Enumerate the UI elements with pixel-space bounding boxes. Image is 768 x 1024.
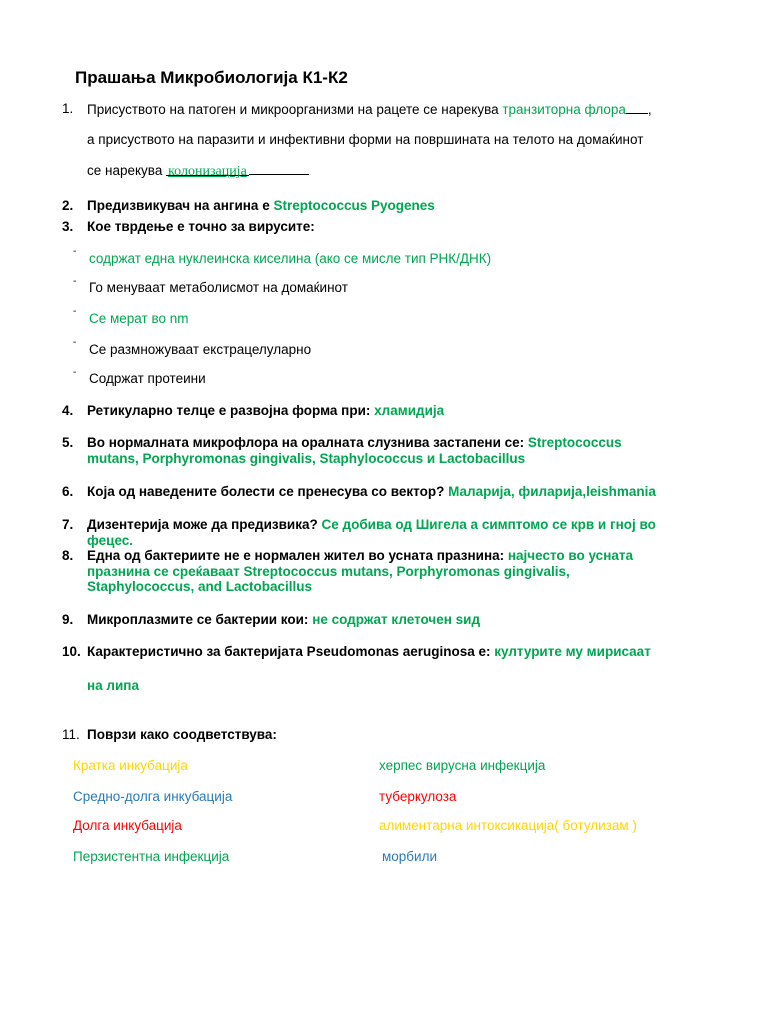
q6-text: Која од наведените болести се пренесува со вектор? [87,484,449,499]
page-title: Прашања Микробиологија К1-К2 [75,68,348,87]
q1-line3 [87,162,309,178]
q1-blank-3 [249,162,309,175]
q4-number: 4. [62,403,74,418]
q11-left-2: Средно-долга инкубација [73,789,233,804]
q8-text: Една од бактериите не е нормален жител во усната празнина: [87,548,508,563]
q11-right-4: морбили [382,849,437,864]
q5-line-1 [87,435,622,450]
q7-answer-1: Се добива од Шигела а симптомо се крв и гној во [321,517,656,532]
q5-answer-1: Streptococcus [527,435,622,450]
q3-bullet-2: - [73,276,77,287]
q10-number: 10. [62,644,81,659]
q1-line1 [87,101,652,117]
q3-option-1: содржат една нуклеинска киселина (ако се мисле тип РНК/ДНК) [89,251,492,266]
q3-option-2: Го менуваат метаболисмот на домаќинот [89,280,348,295]
q2-number: 2. [62,198,74,213]
q1-line2: а присуството на паразити и инфективни форми на површината на телото на домаќинот [87,132,644,147]
q2-line [87,198,435,213]
q4-text: Ретикуларно телце е развојна форма при: [87,403,375,418]
q3-number: 3. [62,219,74,234]
q2-answer: Streptococcus Pyogenes [273,198,435,213]
q2-text: Предизвикувач на ангина е [87,198,274,213]
q11-number: 11. [62,727,80,742]
q7-text: Дизентерија може да предизвика? [87,517,322,532]
q11-right-1: херпес вирусна инфекција [379,758,546,773]
q3-text: Кое тврдење е точно за вирусите: [87,219,315,234]
q4-answer: хламидија [374,403,445,418]
q5-text: Во нормалната микрофлора на оралната слузнива застапени се: [87,435,528,450]
q6-line [87,484,656,499]
q3-bullet-5: - [73,367,77,378]
q9-number: 9. [62,612,74,627]
q10-answer-1: културите му мирисаат [494,644,651,659]
q3-option-4: Се размножуваат екстрацелуларно [89,342,312,357]
q8-number: 8. [62,548,74,563]
q3-bullet-3: - [73,306,77,317]
q11-right-3: алиментарна интоксикација( ботулизам ) [379,818,637,833]
q1-comma: , [647,102,652,117]
q5-number: 5. [62,435,74,450]
q9-answer: не содржат клеточен ѕид [312,612,481,627]
q6-number: 6. [62,484,74,499]
q11-left-1: Кратка инкубација [73,758,188,773]
q1-blank-2 [166,163,249,179]
q6-answer: Маларија, филарија,leishmania [448,484,656,499]
q7-line-1 [87,517,656,532]
q1-text-3: се нарекува [87,163,167,178]
q8-line-1 [87,548,633,563]
q8-answer-2: празнина се среќаваат Streptococcus mutans, Porphyromonas gingivalis, [87,564,570,579]
q10-line-1 [87,644,651,659]
q3-bullet-4: - [73,337,77,348]
q1-text: Присуството на патоген и микроорганизми на рацете се нарекува [87,102,503,117]
q4-line [87,403,444,418]
q11-left-4: Перзистентна инфекција [73,849,230,864]
q1-answer-2: колонизација [168,164,247,179]
q3-option-5: Содржат протеини [89,371,206,386]
q11-right-2: туберкулоза [379,789,457,804]
q10-answer-2: на липа [87,678,139,693]
q7-number: 7. [62,517,74,532]
q5-answer-2: mutans, Porphyromonas gingivalis, Staphylococcus и Lactobacillus [87,451,526,466]
q8-answer-3: Staphylococcus, and Lactobacillus [87,579,313,594]
q11-text: Поврзи како соодветствува: [87,727,277,742]
q8-answer-1: најчесто во усната [507,548,633,563]
q11-left-3: Долга инкубација [73,818,182,833]
q7-answer-2: фецес. [87,533,134,548]
q9-line [87,612,480,627]
q1-blank-1 [626,101,648,114]
q10-text: Карактеристично за бактеријата Pseudomonas aeruginosa е: [87,644,495,659]
q1-number: 1. [62,101,74,116]
q9-text: Микроплазмите се бактерии кои: [87,612,313,627]
q3-option-3: Се мерат во nm [89,311,189,326]
q3-bullet-1: - [73,246,77,257]
q1-answer-1: транзиторна флора [502,102,626,117]
